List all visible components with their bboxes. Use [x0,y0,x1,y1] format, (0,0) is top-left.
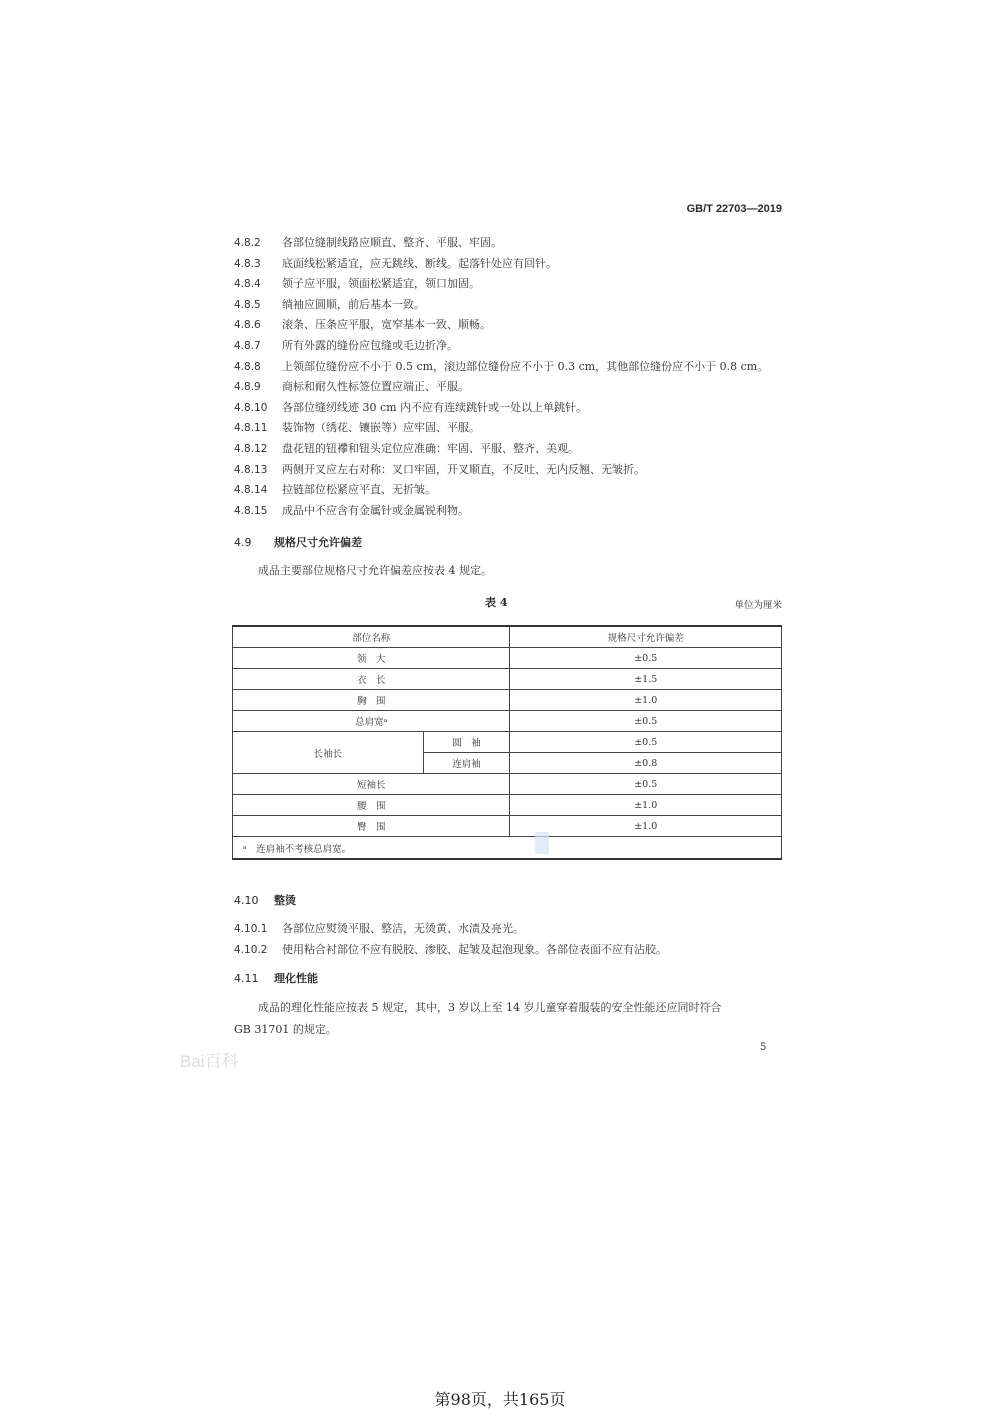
clause-text: 上领部位缝份应不小于 0.5 cm，滚边部位缝份应不小于 0.3 cm，其他部位缝份应不小于 0.8 cm。 [282,359,769,373]
clause-4-10-1 [234,920,524,936]
clause-text: 成品中不应含有金属针或金属锐利物。 [282,503,469,517]
clause-item [234,296,425,312]
standard-number: GB/T 22703—2019 [686,203,782,215]
clause-text: 盘花钮的钮襻和钮头定位应准确：牢固、平服、整齐、美观。 [282,442,579,455]
clause-number: 4.8.13 [234,463,268,476]
watermark-text: Bai百科 [180,1052,239,1071]
cell-part: 总肩宽ᵃ [233,711,510,732]
cell-part: 衣 长 [233,669,510,690]
table-row [233,711,782,732]
clause-text: 商标和耐久性标签位置应端正、平服。 [282,380,469,394]
cell-tolerance: ±1.5 [510,669,782,690]
clause-text: 装饰物（绣花、镶嵌等）应牢固、平服。 [282,421,480,435]
clause-text: 各部位缝纫线迹 30 cm 内不应有连续跳针或一处以上单跳针。 [282,400,588,414]
section-number: 4.9 [234,536,252,549]
baidu-watermark-icon [180,1050,290,1072]
table-row [233,816,782,837]
table-row [233,648,782,669]
clause-item [234,502,469,518]
clause-number: 4.8.10 [234,401,268,414]
table-row [233,732,782,753]
cell-part: 腰 围 [233,795,510,816]
cell-tolerance: ±1.0 [510,690,782,711]
clause-number: 4.8.14 [234,484,268,497]
cell-tolerance: ±1.0 [510,795,782,816]
col-header-part: 部位名称 [233,626,510,648]
tolerance-table [232,625,782,860]
section-title: 整烫 [274,894,296,907]
cell-tolerance: ±0.5 [510,711,782,732]
clause-item [234,461,645,477]
cell-sub-part: 连肩袖 [423,753,510,774]
clause-number: 4.8.6 [234,319,261,332]
clause-item [234,440,579,456]
section-4-9-heading [234,534,362,550]
clause-item [234,337,458,353]
section-4-11-heading [234,970,318,986]
clause-text: 各部位缝制线路应顺直、整齐、平服、牢固。 [282,236,502,249]
table-row [233,669,782,690]
col-header-tolerance: 规格尺寸允许偏差 [510,626,782,648]
clause-text: 各部位应熨烫平服、整洁，无烫黄、水渍及亮光。 [282,922,524,935]
cell-part: 领 大 [233,648,510,669]
clause-text: 领子应平服，领面松紧适宜，领口加固。 [282,277,480,291]
cell-tolerance: ±0.5 [510,774,782,795]
cell-part: 短袖长 [233,774,510,795]
cell-tolerance: ±0.8 [510,753,782,774]
section-4-10-heading [234,892,296,908]
clause-item [234,419,480,435]
table-row [233,774,782,795]
cell-tolerance: ±0.5 [510,648,782,669]
section-4-11-para-line2: GB 31701 的规定。 [234,1023,337,1036]
clause-text: 两侧开叉应左右对称：叉口牢固，开叉顺直，不反吐、无内反翘、无皱折。 [282,462,645,476]
clause-number: 4.10.1 [234,923,268,935]
clause-text: 拉链部位松紧应平直、无折皱。 [282,483,436,497]
clause-item [234,481,436,497]
clause-text: 滚条、压条应平服，宽窄基本一致、顺畅。 [282,318,491,332]
clause-item [234,358,768,374]
clause-4-10-2 [234,941,667,957]
clause-item [234,399,587,415]
cell-sub-part: 圆 袖 [423,732,510,753]
page-footer: 第98页，共165页 [434,1390,566,1409]
table-unit: 单位为厘米 [734,600,782,611]
clause-item [234,234,502,250]
table-footnote: ᵃ 连肩袖不考核总肩宽。 [233,837,782,860]
table-caption: 表 4 [485,596,508,609]
clause-text: 绱袖应圆顺，前后基本一致。 [282,297,425,311]
clause-number: 4.8.2 [234,237,261,249]
table-row [233,690,782,711]
cell-tolerance: ±0.5 [510,732,782,753]
section-title: 规格尺寸允许偏差 [274,536,362,549]
clause-item [234,378,469,394]
section-number: 4.10 [234,894,259,907]
cell-part: 胸 围 [233,690,510,711]
clause-number: 4.8.15 [234,504,268,517]
table-footnote-row [233,837,782,860]
clause-number: 4.8.12 [234,443,268,455]
scan-artifact [535,832,549,854]
table-header-row [233,626,782,648]
cell-sleeve-group: 长袖长 [233,732,424,774]
clause-number: 4.10.2 [234,944,268,956]
clause-item [234,255,557,271]
table-row [233,795,782,816]
clause-item [234,275,480,291]
section-number: 4.11 [234,972,259,985]
clause-number: 4.8.3 [234,257,261,270]
cell-tolerance: ±1.0 [510,816,782,837]
clause-text: 所有外露的缝份应包缝或毛边折净。 [282,339,458,352]
section-title: 理化性能 [274,972,318,985]
cell-part: 臀 围 [233,816,510,837]
clause-text: 使用粘合衬部位不应有脱胶、渗胶、起皱及起泡现象。各部位表面不应有沾胶。 [282,943,667,956]
clause-number: 4.8.8 [234,360,261,373]
clause-number: 4.8.11 [234,422,268,435]
clause-number: 4.8.7 [234,340,261,352]
page-number: 5 [760,1042,767,1053]
clause-number: 4.8.5 [234,298,261,311]
clause-item [234,316,491,332]
clause-text: 底面线松紧适宜，应无跳线、断线。起落针处应有回针。 [282,256,557,270]
clause-number: 4.8.4 [234,278,261,291]
section-4-9-intro: 成品主要部位规格尺寸允许偏差应按表 4 规定。 [258,564,492,577]
clause-number: 4.8.9 [234,381,261,394]
section-4-11-para-line1: 成品的理化性能应按表 5 规定，其中，3 岁以上至 14 岁儿童穿着服装的安全性能还应同时符合 [258,1001,722,1014]
